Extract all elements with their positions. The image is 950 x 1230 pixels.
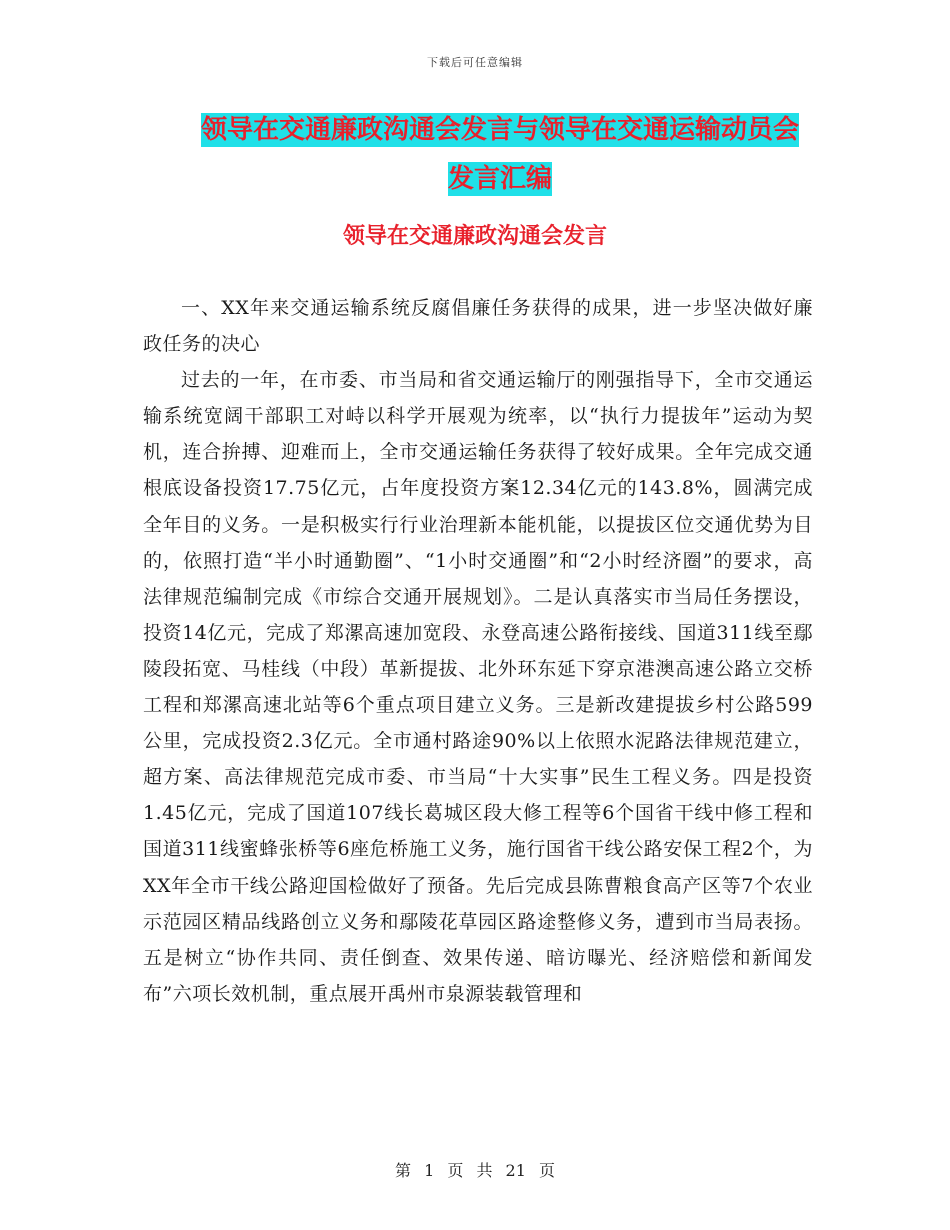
- document-body: [143, 290, 813, 1012]
- paragraph: 过去的一年，在市委、市当局和省交通运输厅的刚强指导下，全市交通运输系统宽阔干部职工对峙以科学开展观为统率，以“执行力提拔年”运动为契机，连合拚搏、迎难而上，全市交通运输任务获得了较好成果。全年完成交通根底设备投资17.75亿元，占年度投资方案12.34亿元的143.8%，圆满完成全年目的义务。一是积极实行行业治理新本能机能，以提拔区位交通优势为目的，依照打造“半小时通勤圈”、“1小时交通圈”和“2小时经济圈”的要求，高法律规范编制完成《市综合交通开展规划》。二是认真落实市当局任务摆设，投资14亿元，完成了郑漯高速加宽段、永登高速公路衔接线、国道311线至鄢陵段拓宽、马桂线（中段）革新提拔、北外环东延下穿京港澳高速公路立交桥工程和郑漯高速北站等6个重点项目建立义务。三是新改建提拔乡村公路599公里，完成投资2.3亿元。全市通村路途90%以上依照水泥路法律规范建立，超方案、高法律规范完成市委、市当局“十大实事”民生工程义务。四是投资1.45亿元，完成了国道107线长葛城区段大修工程等6个国省干线中修工程和国道311线蜜蜂张桥等6座危桥施工义务，施行国省干线公路安保工程2个，为XX年全市干线公路迎国检做好了预备。先后完成县陈曹粮食高产区等7个农业示范园区精品线路创立义务和鄢陵花草园区路途整修义务，遭到市当局表扬。五是树立“协作共同、责任倒查、效果传递、暗访曝光、经济赔偿和新闻发布”六项长效机制，重点展开禹州市泉源装载管理和: [143, 369, 813, 1005]
- document-title-line-2: 发言汇编: [447, 164, 552, 194]
- header-note: 下载后可任意编辑: [427, 56, 523, 69]
- page-number: 第 1 页 共 21 页: [395, 1161, 555, 1180]
- document-title: [190, 106, 810, 204]
- document-title-line-1: 领导在交通廉政沟通会发言与领导在交通运输动员会: [200, 115, 799, 145]
- paragraph-heading: 一、XX年来交通运输系统反腐倡廉任务获得的成果，进一步坚决做好廉政任务的决心: [143, 297, 813, 356]
- section-title: 领导在交通廉政沟通会发言: [342, 224, 607, 249]
